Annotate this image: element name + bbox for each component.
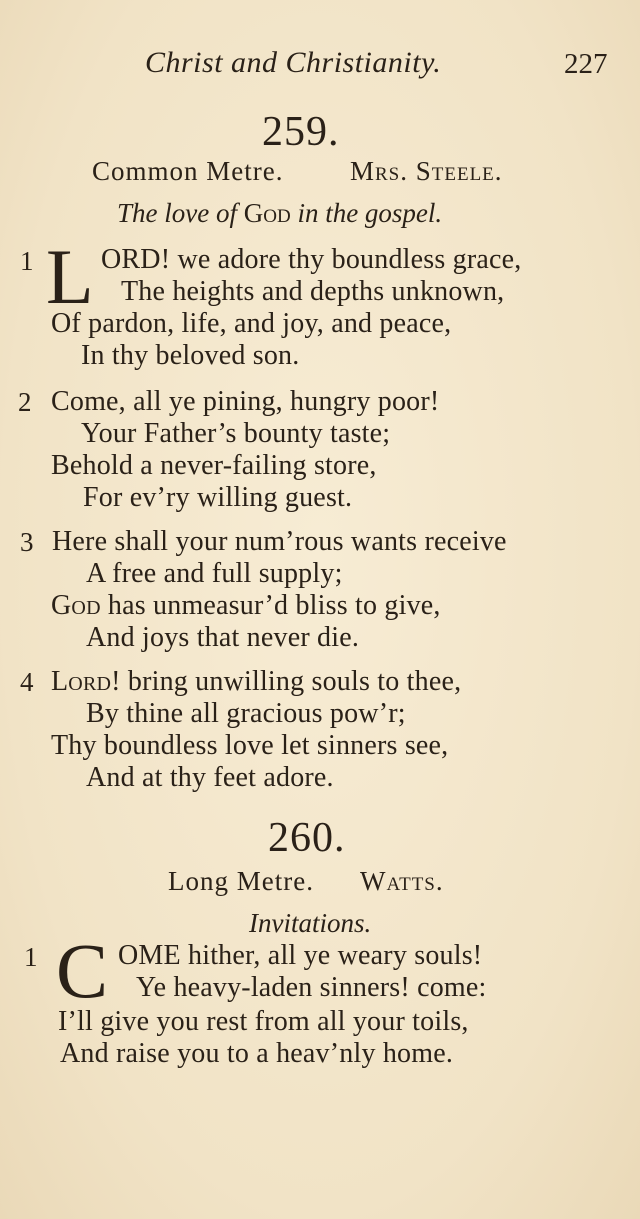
verse-line: Come, all ye pining, hungry poor! (51, 386, 440, 417)
hymn-subject: Invitations. (249, 908, 372, 938)
stanza-number: 2 (18, 387, 32, 417)
verse-line: For ev’ry willing guest. (83, 482, 353, 513)
verse-god: God (51, 590, 101, 621)
hymn-number: 259. (262, 109, 340, 155)
verse-line: Behold a never-failing store, (51, 450, 377, 481)
hymn-meter: Long Metre. (168, 866, 314, 896)
verse-line: Your Father’s bounty taste; (81, 418, 391, 449)
stanza-number: 3 (20, 527, 34, 557)
verse-line: By thine all gracious pow’r; (86, 698, 406, 729)
verse-line: ORD! we adore thy boundless grace, (101, 244, 522, 275)
drop-cap: L (46, 233, 94, 320)
verse-line: And at thy feet adore. (86, 762, 334, 793)
verse-line (51, 590, 441, 622)
verse-rest: has unmeasur’d bliss to give, (100, 590, 441, 621)
verse-line: I’ll give you rest from all your toils, (58, 1006, 469, 1037)
stanza-number: 1 (20, 246, 34, 276)
verse-line: Of pardon, life, and joy, and peace, (51, 308, 452, 339)
hymn-subject (117, 198, 442, 229)
running-title: Christ and Christianity. (145, 46, 442, 79)
verse-line: Here shall your num’rous wants receive (52, 526, 507, 557)
verse-line: The heights and depths unknown, (121, 276, 505, 307)
drop-cap: C (56, 927, 109, 1014)
verse-line: Ye heavy-laden sinners! come: (136, 972, 487, 1003)
verse-line (51, 666, 461, 698)
verse-line: OME hither, all ye weary souls! (118, 940, 483, 971)
verse-line: And raise you to a heav’nly home. (60, 1038, 454, 1069)
verse-lord: Lord (51, 666, 112, 697)
stanza-number: 1 (24, 942, 38, 972)
hymn-author: Mrs. Steele. (350, 156, 503, 186)
hymn-subject-part: in the gospel. (297, 198, 443, 228)
hymn-number: 260. (268, 815, 346, 861)
page-number: 227 (564, 48, 608, 80)
hymn-author: Watts. (360, 866, 444, 896)
verse-line: And joys that never die. (86, 622, 360, 653)
stanza-number: 4 (20, 667, 34, 697)
verse-rest: ! bring unwilling souls to thee, (111, 666, 462, 697)
hymn-meter: Common Metre. (92, 156, 284, 186)
hymn-subject-part: The love of (117, 198, 237, 228)
verse-line: A free and full supply; (86, 558, 343, 589)
verse-line: In thy beloved son. (81, 340, 300, 371)
hymn-subject-god: God (243, 198, 291, 228)
verse-line: Thy boundless love let sinners see, (51, 730, 449, 761)
